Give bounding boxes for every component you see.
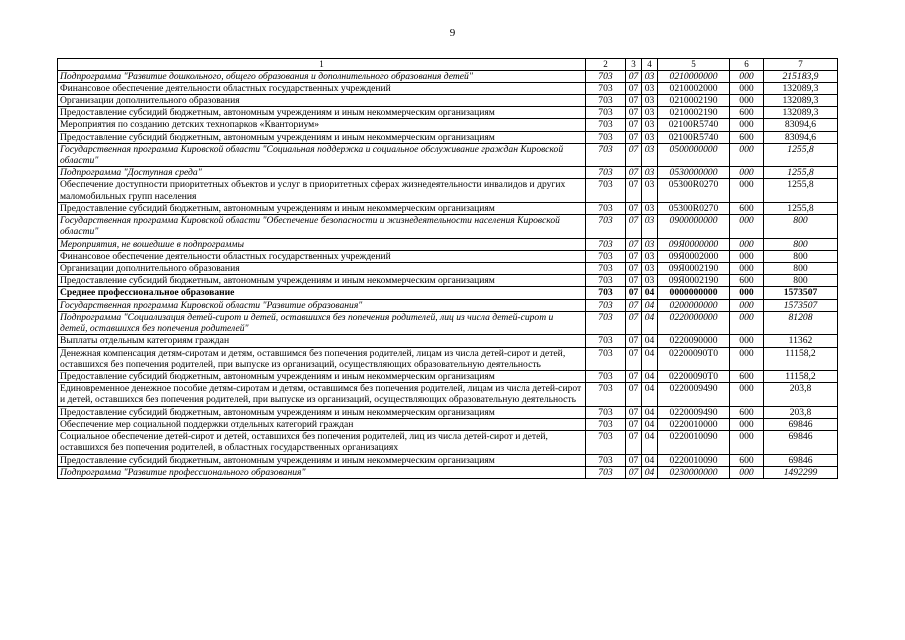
row-subsection-cell: 03 — [642, 238, 658, 250]
row-section-cell: 07 — [626, 418, 642, 430]
table-row — [58, 335, 838, 347]
row-section-cell: 07 — [626, 311, 642, 334]
row-expense-type-cell: 000 — [730, 167, 764, 179]
row-admin-code-cell: 703 — [586, 263, 626, 275]
row-target-article-cell: 02200090Т0 — [658, 347, 730, 370]
row-subsection-cell: 04 — [642, 383, 658, 406]
column-header: 5 — [658, 59, 730, 71]
row-expense-type-cell: 000 — [730, 119, 764, 131]
row-admin-code-cell: 703 — [586, 335, 626, 347]
row-name-cell: Предоставление субсидий бюджетным, автономным учреждениям и иным некоммерческим организациям — [58, 107, 586, 119]
row-expense-type-cell: 600 — [730, 454, 764, 466]
row-admin-code-cell: 703 — [586, 311, 626, 334]
row-subsection-cell: 03 — [642, 215, 658, 238]
row-name-cell: Государственная программа Кировской области "Социальная поддержка и социальное обслуживание граждан Кировской области" — [58, 143, 586, 166]
table-row — [58, 131, 838, 143]
table-row — [58, 311, 838, 334]
row-admin-code-cell: 703 — [586, 299, 626, 311]
row-admin-code-cell: 703 — [586, 406, 626, 418]
table-row — [58, 431, 838, 454]
row-name-cell: Подпрограмма "Социализация детей-сирот и детей, оставшихся без попечения родителей, лиц из числа детей-сирот и детей, оставшихся без попечения родителей" — [58, 311, 586, 334]
row-admin-code-cell: 703 — [586, 202, 626, 214]
row-admin-code-cell: 703 — [586, 418, 626, 430]
row-target-article-cell: 0210000000 — [658, 70, 730, 82]
row-name-cell: Подпрограмма "Развитие дошкольного, общего образования и дополнительного образования детей" — [58, 70, 586, 82]
row-expense-type-cell: 000 — [730, 215, 764, 238]
row-subsection-cell: 03 — [642, 179, 658, 202]
column-header: 3 — [626, 59, 642, 71]
row-section-cell: 07 — [626, 299, 642, 311]
row-name-cell: Организации дополнительного образования — [58, 263, 586, 275]
row-subsection-cell: 04 — [642, 466, 658, 478]
row-name-cell: Обеспечение доступности приоритетных объектов и услуг в приоритетных сферах жизнедеятельности инвалидов и других маломобильных групп населения — [58, 179, 586, 202]
row-section-cell: 07 — [626, 466, 642, 478]
row-admin-code-cell: 703 — [586, 167, 626, 179]
row-amount-cell: 1255,8 — [764, 202, 838, 214]
row-expense-type-cell: 000 — [730, 263, 764, 275]
row-subsection-cell: 03 — [642, 250, 658, 262]
row-section-cell: 07 — [626, 335, 642, 347]
table-row — [58, 143, 838, 166]
row-expense-type-cell: 000 — [730, 418, 764, 430]
row-name-cell: Финансовое обеспечение деятельности областных государственных учреждений — [58, 250, 586, 262]
row-expense-type-cell: 000 — [730, 94, 764, 106]
row-subsection-cell: 04 — [642, 347, 658, 370]
row-expense-type-cell: 600 — [730, 406, 764, 418]
row-amount-cell: 1492299 — [764, 466, 838, 478]
row-amount-cell: 1255,8 — [764, 167, 838, 179]
row-expense-type-cell: 600 — [730, 131, 764, 143]
row-subsection-cell: 04 — [642, 454, 658, 466]
row-amount-cell: 132089,3 — [764, 82, 838, 94]
row-name-cell: Предоставление субсидий бюджетным, автономным учреждениям и иным некоммерческим организациям — [58, 454, 586, 466]
row-expense-type-cell: 000 — [730, 347, 764, 370]
row-expense-type-cell: 000 — [730, 179, 764, 202]
row-target-article-cell: 0220009490 — [658, 406, 730, 418]
row-amount-cell: 1255,8 — [764, 143, 838, 166]
row-amount-cell: 69846 — [764, 418, 838, 430]
column-header: 6 — [730, 59, 764, 71]
table-row — [58, 454, 838, 466]
row-admin-code-cell: 703 — [586, 454, 626, 466]
table-row — [58, 418, 838, 430]
row-name-cell: Мероприятия по созданию детских технопарков «Кванториум» — [58, 119, 586, 131]
table-row — [58, 370, 838, 382]
row-admin-code-cell: 703 — [586, 215, 626, 238]
row-admin-code-cell: 703 — [586, 347, 626, 370]
table-row — [58, 299, 838, 311]
row-subsection-cell: 04 — [642, 287, 658, 299]
row-subsection-cell: 03 — [642, 143, 658, 166]
row-target-article-cell: 0530000000 — [658, 167, 730, 179]
table-row — [58, 347, 838, 370]
row-admin-code-cell: 703 — [586, 238, 626, 250]
row-name-cell: Денежная компенсация детям-сиротам и детям, оставшимся без попечения родителей, лицам из числа детей-сирот и детей, оставшихся без попечения родителей, при выпуске из организаций, осуществляющих образовательную деятельность — [58, 347, 586, 370]
row-subsection-cell: 04 — [642, 406, 658, 418]
row-target-article-cell: 0220010090 — [658, 431, 730, 454]
table-row — [58, 383, 838, 406]
row-section-cell: 07 — [626, 107, 642, 119]
row-amount-cell: 81208 — [764, 311, 838, 334]
row-name-cell: Предоставление субсидий бюджетным, автономным учреждениям и иным некоммерческим организациям — [58, 275, 586, 287]
table-row — [58, 238, 838, 250]
row-target-article-cell: 0210002000 — [658, 82, 730, 94]
row-amount-cell: 11158,2 — [764, 370, 838, 382]
row-section-cell: 07 — [626, 431, 642, 454]
row-subsection-cell: 04 — [642, 335, 658, 347]
row-target-article-cell: 0220000000 — [658, 311, 730, 334]
row-subsection-cell: 04 — [642, 299, 658, 311]
row-name-cell: Предоставление субсидий бюджетным, автономным учреждениям и иным некоммерческим организациям — [58, 406, 586, 418]
table-row — [58, 167, 838, 179]
row-name-cell: Государственная программа Кировской области "Обеспечение безопасности и жизнедеятельности населения Кировской области" — [58, 215, 586, 238]
row-target-article-cell: 09Я0002000 — [658, 250, 730, 262]
row-expense-type-cell: 000 — [730, 466, 764, 478]
row-section-cell: 07 — [626, 287, 642, 299]
table-row — [58, 202, 838, 214]
row-target-article-cell: 05300R0270 — [658, 202, 730, 214]
table-row — [58, 263, 838, 275]
table-row — [58, 179, 838, 202]
table-row — [58, 406, 838, 418]
table-row — [58, 250, 838, 262]
row-target-article-cell: 0210002190 — [658, 94, 730, 106]
row-target-article-cell: 09Я0002190 — [658, 275, 730, 287]
row-section-cell: 07 — [626, 215, 642, 238]
column-header: 4 — [642, 59, 658, 71]
row-admin-code-cell: 703 — [586, 107, 626, 119]
row-subsection-cell: 03 — [642, 82, 658, 94]
row-expense-type-cell: 000 — [730, 143, 764, 166]
row-subsection-cell: 03 — [642, 131, 658, 143]
row-subsection-cell: 04 — [642, 370, 658, 382]
row-section-cell: 07 — [626, 347, 642, 370]
row-expense-type-cell: 000 — [730, 250, 764, 262]
row-subsection-cell: 03 — [642, 94, 658, 106]
column-header: 7 — [764, 59, 838, 71]
row-section-cell: 07 — [626, 143, 642, 166]
table-row — [58, 70, 838, 82]
table-body — [58, 70, 838, 478]
table-row — [58, 466, 838, 478]
row-amount-cell: 1255,8 — [764, 179, 838, 202]
row-name-cell: Среднее профессиональное образование — [58, 287, 586, 299]
row-admin-code-cell: 703 — [586, 287, 626, 299]
row-subsection-cell: 03 — [642, 107, 658, 119]
row-target-article-cell: 02100R5740 — [658, 131, 730, 143]
row-name-cell: Финансовое обеспечение деятельности областных государственных учреждений — [58, 82, 586, 94]
row-subsection-cell: 03 — [642, 275, 658, 287]
row-name-cell: Обеспечение мер социальной поддержки отдельных категорий граждан — [58, 418, 586, 430]
row-target-article-cell: 0210002190 — [658, 107, 730, 119]
row-section-cell: 07 — [626, 263, 642, 275]
row-admin-code-cell: 703 — [586, 466, 626, 478]
row-expense-type-cell: 000 — [730, 335, 764, 347]
table-row — [58, 287, 838, 299]
row-amount-cell: 1573507 — [764, 299, 838, 311]
row-admin-code-cell: 703 — [586, 179, 626, 202]
row-amount-cell: 800 — [764, 263, 838, 275]
row-expense-type-cell: 600 — [730, 107, 764, 119]
row-target-article-cell: 02100R5740 — [658, 119, 730, 131]
row-name-cell: Государственная программа Кировской области "Развитие образования" — [58, 299, 586, 311]
table-row — [58, 94, 838, 106]
row-amount-cell: 83094,6 — [764, 131, 838, 143]
row-section-cell: 07 — [626, 179, 642, 202]
row-section-cell: 07 — [626, 238, 642, 250]
column-header: 2 — [586, 59, 626, 71]
row-target-article-cell: 0220090000 — [658, 335, 730, 347]
row-section-cell: 07 — [626, 406, 642, 418]
row-name-cell: Мероприятия, не вошедшие в подпрограммы — [58, 238, 586, 250]
row-admin-code-cell: 703 — [586, 431, 626, 454]
row-amount-cell: 800 — [764, 238, 838, 250]
row-target-article-cell: 0230000000 — [658, 466, 730, 478]
row-amount-cell: 11158,2 — [764, 347, 838, 370]
row-amount-cell: 203,8 — [764, 383, 838, 406]
row-name-cell: Единовременное денежное пособие детям-сиротам и детям, оставшимся без попечения родителей, лицам из числа детей-сирот и детей, оставшихся без попечения родителей, при выпуске из организаций, осуществляющих образовательную деятельность — [58, 383, 586, 406]
row-amount-cell: 11362 — [764, 335, 838, 347]
row-expense-type-cell: 000 — [730, 311, 764, 334]
row-subsection-cell: 03 — [642, 263, 658, 275]
row-target-article-cell: 09Я0002190 — [658, 263, 730, 275]
row-subsection-cell: 04 — [642, 418, 658, 430]
row-admin-code-cell: 703 — [586, 94, 626, 106]
row-subsection-cell: 03 — [642, 167, 658, 179]
row-expense-type-cell: 600 — [730, 202, 764, 214]
column-number-row — [58, 59, 838, 71]
row-section-cell: 07 — [626, 70, 642, 82]
table-row — [58, 215, 838, 238]
row-target-article-cell: 0500000000 — [658, 143, 730, 166]
budget-table — [57, 58, 838, 479]
row-section-cell: 07 — [626, 119, 642, 131]
row-amount-cell: 69846 — [764, 454, 838, 466]
row-amount-cell: 800 — [764, 275, 838, 287]
row-name-cell: Подпрограмма "Доступная среда" — [58, 167, 586, 179]
row-section-cell: 07 — [626, 250, 642, 262]
row-admin-code-cell: 703 — [586, 119, 626, 131]
row-target-article-cell: 05300R0270 — [658, 179, 730, 202]
row-section-cell: 07 — [626, 383, 642, 406]
row-amount-cell: 215183,9 — [764, 70, 838, 82]
row-section-cell: 07 — [626, 454, 642, 466]
row-name-cell: Подпрограмма "Развитие профессионального образования" — [58, 466, 586, 478]
page-number: 9 — [449, 27, 456, 39]
row-section-cell: 07 — [626, 275, 642, 287]
row-admin-code-cell: 703 — [586, 82, 626, 94]
table-row — [58, 275, 838, 287]
row-expense-type-cell: 000 — [730, 383, 764, 406]
row-target-article-cell: 09Я0000000 — [658, 238, 730, 250]
row-expense-type-cell: 000 — [730, 299, 764, 311]
row-expense-type-cell: 000 — [730, 287, 764, 299]
row-expense-type-cell: 000 — [730, 70, 764, 82]
row-amount-cell: 1573507 — [764, 287, 838, 299]
row-target-article-cell: 0220010090 — [658, 454, 730, 466]
row-amount-cell: 800 — [764, 215, 838, 238]
row-name-cell: Социальное обеспечение детей-сирот и детей, оставшихся без попечения родителей, лиц из числа детей-сирот и детей, оставшихся без попечения родителей, в областных государственных организациях — [58, 431, 586, 454]
row-admin-code-cell: 703 — [586, 383, 626, 406]
row-admin-code-cell: 703 — [586, 131, 626, 143]
row-name-cell: Предоставление субсидий бюджетным, автономным учреждениям и иным некоммерческим организациям — [58, 370, 586, 382]
row-expense-type-cell: 600 — [730, 275, 764, 287]
row-section-cell: 07 — [626, 82, 642, 94]
table-row — [58, 82, 838, 94]
row-admin-code-cell: 703 — [586, 70, 626, 82]
row-subsection-cell: 03 — [642, 119, 658, 131]
row-amount-cell: 83094,6 — [764, 119, 838, 131]
row-admin-code-cell: 703 — [586, 275, 626, 287]
row-name-cell: Выплаты отдельным категориям граждан — [58, 335, 586, 347]
row-admin-code-cell: 703 — [586, 250, 626, 262]
row-section-cell: 07 — [626, 202, 642, 214]
row-name-cell: Предоставление субсидий бюджетным, автономным учреждениям и иным некоммерческим организациям — [58, 202, 586, 214]
row-name-cell: Предоставление субсидий бюджетным, автономным учреждениям и иным некоммерческим организациям — [58, 131, 586, 143]
row-expense-type-cell: 000 — [730, 431, 764, 454]
row-subsection-cell: 03 — [642, 202, 658, 214]
row-target-article-cell: 0220010000 — [658, 418, 730, 430]
row-target-article-cell: 0900000000 — [658, 215, 730, 238]
row-target-article-cell: 02200090Т0 — [658, 370, 730, 382]
row-amount-cell: 132089,3 — [764, 94, 838, 106]
row-target-article-cell: 0220009490 — [658, 383, 730, 406]
row-expense-type-cell: 000 — [730, 238, 764, 250]
row-section-cell: 07 — [626, 94, 642, 106]
row-amount-cell: 69846 — [764, 431, 838, 454]
column-header: 1 — [58, 59, 586, 71]
row-section-cell: 07 — [626, 131, 642, 143]
row-amount-cell: 132089,3 — [764, 107, 838, 119]
row-subsection-cell: 04 — [642, 431, 658, 454]
table-row — [58, 119, 838, 131]
row-target-article-cell: 0000000000 — [658, 287, 730, 299]
row-amount-cell: 203,8 — [764, 406, 838, 418]
row-subsection-cell: 04 — [642, 311, 658, 334]
row-amount-cell: 800 — [764, 250, 838, 262]
row-name-cell: Организации дополнительного образования — [58, 94, 586, 106]
row-admin-code-cell: 703 — [586, 370, 626, 382]
row-admin-code-cell: 703 — [586, 143, 626, 166]
row-section-cell: 07 — [626, 370, 642, 382]
row-expense-type-cell: 000 — [730, 82, 764, 94]
row-section-cell: 07 — [626, 167, 642, 179]
row-subsection-cell: 03 — [642, 70, 658, 82]
row-target-article-cell: 0200000000 — [658, 299, 730, 311]
row-expense-type-cell: 600 — [730, 370, 764, 382]
table-row — [58, 107, 838, 119]
